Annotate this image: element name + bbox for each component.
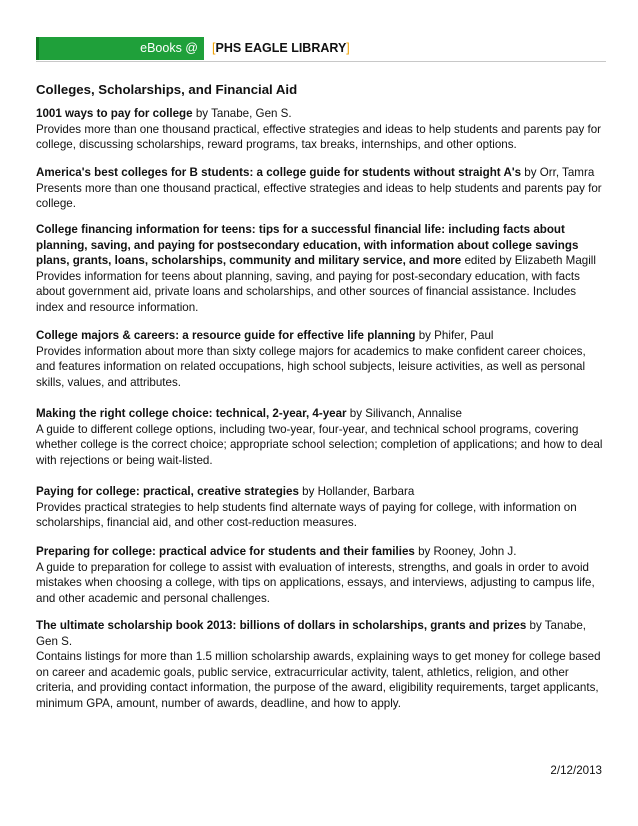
book-title[interactable]: College financing information for teens: tips for a successful financial life: including facts about planning, saving, and paying for postsecondary education, with information about college savings plans, grants, loans, scholarships, community and military service, and more [36,223,579,268]
book-title[interactable]: The ultimate scholarship book 2013: billions of dollars in scholarships, grants and prizes [36,619,527,632]
book-title[interactable]: 1001 ways to pay for college [36,107,193,120]
book-entry [36,165,604,212]
book-author: by Hollander, Barbara [298,485,415,498]
book-entry [36,222,604,316]
book-author: by Orr, Tamra [521,166,595,179]
book-description: A guide to different college options, including two-year, four-year, and technical school programs, covering whether college is the correct choice; appropriate school selection; completion of applications; and how to deal with rejections or being wait-listed. [36,422,603,467]
bracket-open: [ [212,41,216,55]
book-title[interactable]: Paying for college: practical, creative strategies [36,485,299,498]
print-date: 2/12/2013 [550,764,602,777]
book-author: by Phifer, Paul [415,329,494,342]
book-title[interactable]: Making the right college choice: technical, 2-year, 4-year [36,407,347,420]
book-entry [36,544,604,606]
book-description: A guide to preparation for college to assist with evaluation of interests, strengths, and goals in order to avoid mistakes when choosing a college, with tips on applications, essays, and interviews, adjusting to campus life, and other academic and personal challenges. [36,560,595,605]
ebooks-label: eBooks @ [140,41,198,55]
book-title[interactable]: America's best colleges for B students: a college guide for students without straight A's [36,166,522,179]
book-description: Provides more than one thousand practical, effective strategies and ideas to help students and parents pay for college, discussing scholarships, reward programs, tax breaks, internships, and other options. [36,122,602,152]
page-title: Colleges, Scholarships, and Financial Aid [36,82,298,97]
book-author: by Tanabe, Gen S. [36,619,587,648]
bracket-close: ] [346,41,350,55]
book-entry [36,406,604,468]
ebooks-banner [36,37,204,60]
library-name-text: PHS EAGLE LIBRARY [215,41,347,55]
book-entry [36,106,604,153]
book-entry [36,618,604,712]
book-description: Presents more than one thousand practical, effective strategies and ideas to help students and parents pay for college. [36,181,602,211]
book-author: edited by Elizabeth Magill [461,254,596,268]
book-description: Provides information for teens about planning, saving, and paying for post-secondary education, with facts about government aid, private loans and scholarships, and other sources of financial assistance. Includes index and resource information. [36,269,580,314]
book-title[interactable]: Preparing for college: practical advice for students and their families [36,545,415,558]
book-title[interactable]: College majors & careers: a resource guide for effective life planning [36,329,416,342]
book-author: by Rooney, John J. [414,545,517,558]
book-entry [36,484,604,531]
book-author: by Tanabe, Gen S. [192,107,292,120]
book-description: Contains listings for more than 1.5 million scholarship awards, explaining ways to get money for college based on career and academic goals, public service, extracurricular activity, talent, athletics, religion, and other criteria, and providing contact information, the purpose of the award, eligibility requirements, target applicants, minimum GPA, amount, number of awards, deadline, and how to apply. [36,650,601,710]
book-author: by Silivanch, Annalise [346,407,462,420]
book-description: Provides information about more than sixty college majors for academics to make confident career choices, and features information on related occupations, high school subjects, leisure activities, as well as personal skills, values, and attributes. [36,344,586,389]
book-description: Provides practical strategies to help students find alternate ways of paying for college, with information on scholarships, financial aid, and other cost-reduction measures. [36,500,577,530]
book-entry [36,328,604,390]
library-name [212,41,350,55]
library-header [36,37,606,62]
